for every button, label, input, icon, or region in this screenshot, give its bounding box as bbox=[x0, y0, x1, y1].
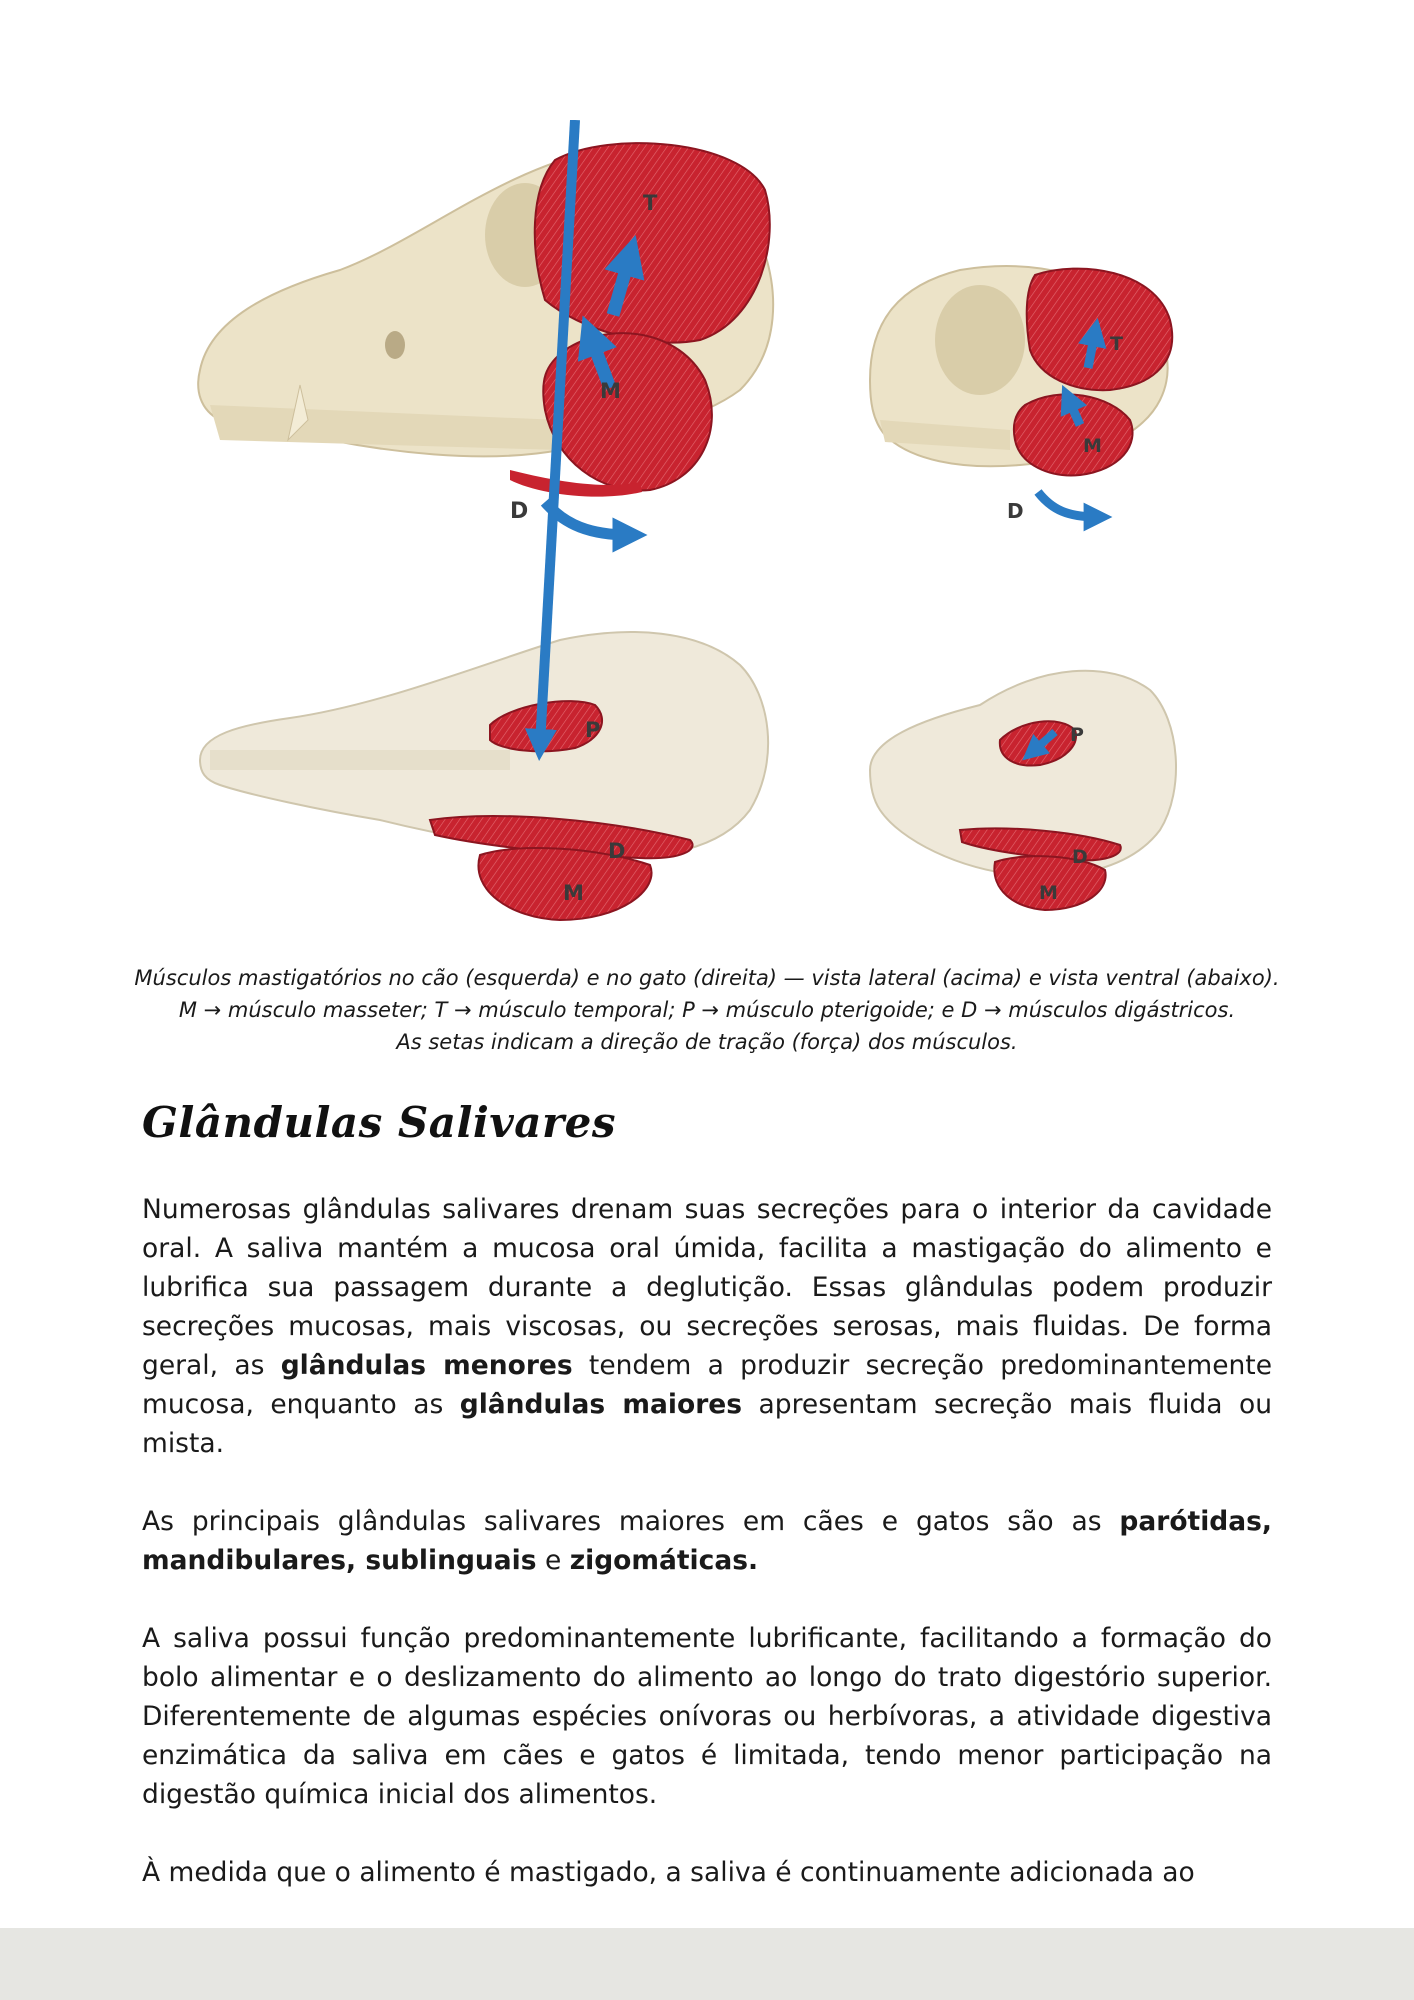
dog-ventral-label-m: M bbox=[563, 881, 584, 905]
paragraph-4: À medida que o alimento é mastigado, a saliva é continuamente adicionada ao bbox=[142, 1857, 1195, 1888]
caption-line-3: As setas indicam a direção de tração (força) dos músculos. bbox=[396, 1030, 1018, 1054]
dog-lateral-view bbox=[198, 143, 773, 535]
paragraph-1-text-c: apresentam secreção mais fluida ou mista. bbox=[142, 1389, 1272, 1459]
cat-lateral-label-t: T bbox=[1110, 333, 1123, 355]
caption-line-2: M → músculo masseter; T → músculo temporal; P → músculo pterigoide; e D → músculos digástricos. bbox=[178, 998, 1236, 1022]
section-title: Glândulas Salivares bbox=[142, 1098, 616, 1147]
skull-illustration bbox=[180, 120, 1240, 950]
caption-line-1: Músculos mastigatórios no cão (esquerda) e no gato (direita) — vista lateral (acima) e vista ventral (abaixo). bbox=[134, 966, 1280, 990]
paragraph-1-bold-b: glândulas maiores bbox=[459, 1389, 743, 1420]
cat-ventral-label-m: M bbox=[1039, 882, 1058, 904]
cat-temporal-muscle bbox=[1027, 269, 1172, 391]
cat-ventral-label-d: D bbox=[1072, 846, 1088, 868]
figure-caption bbox=[120, 962, 1294, 1058]
paragraph-2-text-a: As principais glândulas salivares maiores em cães e gatos são as bbox=[142, 1506, 1120, 1537]
cat-orbit bbox=[935, 285, 1025, 395]
paragraph-2-bold-b: zigomáticas. bbox=[569, 1545, 759, 1576]
dog-masseter-muscle bbox=[543, 333, 712, 490]
paragraph-1-text-a: Numerosas glândulas salivares drenam suas secreções para o interior da cavidade oral. A saliva mantém a mucosa oral úmida, facilita a mastigação do alimento e lubrifica sua passagem durante a deglutição. Essas glândulas podem produzir secreções mucosas, mais viscosas, ou secreções serosas, mais fluidas. De forma geral, as bbox=[142, 1194, 1272, 1381]
paragraph-1-bold-a: glândulas menores bbox=[280, 1350, 573, 1381]
dog-infraorbital-foramen bbox=[385, 331, 405, 359]
cat-ventral-label-p: P bbox=[1070, 724, 1084, 746]
dog-lateral-label-m: M bbox=[600, 379, 621, 403]
dog-ventral-label-p: P bbox=[585, 718, 601, 742]
cat-lateral-view bbox=[870, 266, 1172, 523]
cat-lateral-label-m: M bbox=[1083, 435, 1102, 457]
paragraph-1-text-b: tendem a produzir secreção predominantemente mucosa, enquanto as bbox=[142, 1350, 1273, 1420]
masticatory-muscles-figure bbox=[180, 120, 1240, 950]
dog-ventral-label-d: D bbox=[608, 839, 626, 863]
paragraph-2 bbox=[142, 1502, 1272, 1580]
cat-lateral-label-d: D bbox=[1007, 499, 1024, 523]
dog-lateral-label-t: T bbox=[643, 191, 658, 215]
paragraph-1 bbox=[142, 1190, 1272, 1463]
paragraph-2-text-b: e bbox=[536, 1545, 570, 1576]
dog-hard-palate bbox=[210, 750, 510, 770]
cat-ventral-view bbox=[870, 671, 1176, 910]
cat-digastric-arrow bbox=[1038, 492, 1098, 517]
paragraph-3: A saliva possui função predominantemente lubrificante, facilitando a formação do bolo alimentar e o deslizamento do alimento ao longo do trato digestório superior. Diferentemente de algumas espécies onívoras ou herbívoras, a atividade digestiva enzimática da saliva em cães e gatos é limitada, tendo menor participação na digestão química inicial dos alimentos. bbox=[142, 1623, 1272, 1810]
body-text bbox=[142, 1190, 1272, 1931]
page-footer-band bbox=[0, 1928, 1414, 2000]
paragraph-2-bold-a: parótidas, mandibulares, sublinguais bbox=[142, 1506, 1272, 1576]
dog-lateral-label-d: D bbox=[510, 499, 529, 524]
